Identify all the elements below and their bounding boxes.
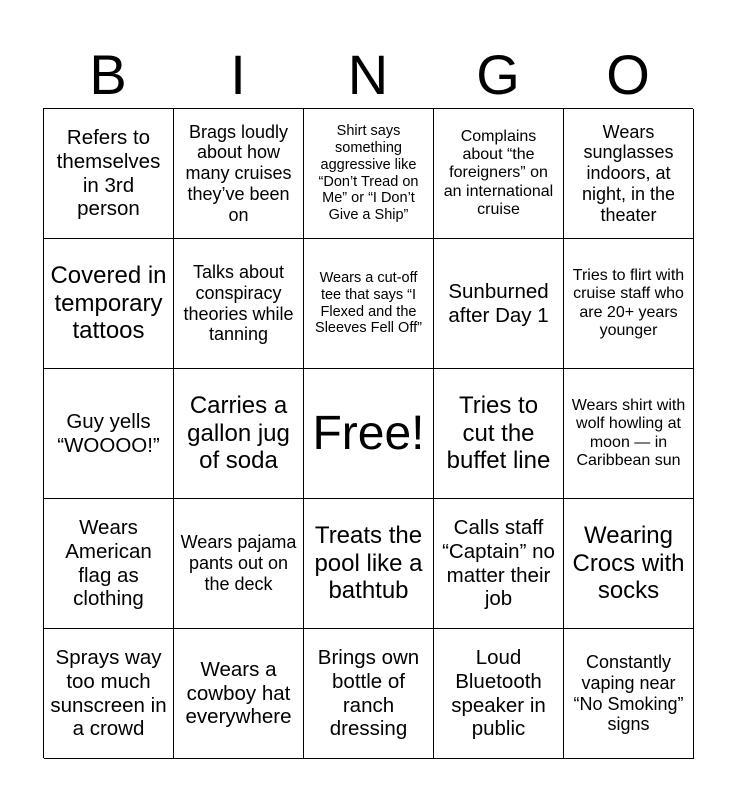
bingo-cell[interactable]: [304, 499, 434, 629]
free-text: Free!: [312, 406, 425, 460]
bingo-cell[interactable]: [304, 109, 434, 239]
cell-text: Covered in temporary tattoos: [50, 262, 167, 345]
bingo-cell[interactable]: [304, 239, 434, 369]
cell-text: Shirt says something aggressive like “Don’t Tread on Me” or “I Don’t Give a Ship”: [318, 123, 419, 223]
bingo-cell[interactable]: [304, 629, 434, 759]
cell-text: Sunburned after Day 1: [448, 279, 549, 327]
cell-text: Wears sunglasses indoors, at night, in the theater: [581, 121, 676, 225]
cell-text: Guy yells “WOOOO!”: [57, 409, 160, 457]
bingo-cell[interactable]: [44, 629, 174, 759]
bingo-cell[interactable]: [434, 369, 564, 499]
cell-text: Brags loudly about how many cruises they’ve been on: [185, 121, 292, 225]
cell-text: Talks about conspiracy theories while tanning: [183, 262, 294, 345]
bingo-cell[interactable]: [434, 109, 564, 239]
bingo-board: [43, 108, 693, 758]
bingo-cell[interactable]: [434, 499, 564, 629]
header-letter-n: N: [347, 43, 389, 106]
bingo-cell[interactable]: [564, 629, 694, 759]
header-letter-i: I: [230, 43, 246, 106]
bingo-cell[interactable]: [44, 239, 174, 369]
cell-text: Refers to themselves in 3rd person: [56, 126, 161, 221]
bingo-cell[interactable]: [564, 369, 694, 499]
cell-text: Constantly vaping near “No Smoking” signs: [573, 652, 684, 735]
header-letter-o: O: [606, 43, 650, 106]
cell-text: Tries to cut the buffet line: [446, 392, 551, 475]
cell-text: Loud Bluetooth speaker in public: [451, 646, 546, 741]
header-letter-b: B: [89, 43, 127, 106]
bingo-cell[interactable]: [44, 499, 174, 629]
cell-text: Wearing Crocs with socks: [572, 522, 685, 605]
cell-text: Calls staff “Captain” no matter their job: [442, 516, 555, 611]
bingo-cell[interactable]: [174, 369, 304, 499]
bingo-cell[interactable]: [434, 239, 564, 369]
cell-text: Tries to flirt with cruise staff who are 20+ years younger: [572, 266, 685, 339]
cell-text: Brings own bottle of ranch dressing: [317, 646, 420, 741]
bingo-cell[interactable]: [174, 239, 304, 369]
cell-text: Complains about “the foreigners” on an international cruise: [443, 127, 554, 219]
cell-text: Sprays way too much sunscreen in a crowd: [50, 646, 167, 741]
cell-text: Wears American flag as clothing: [65, 516, 152, 611]
cell-text: Wears a cowboy hat everywhere: [185, 658, 292, 729]
bingo-cell[interactable]: [174, 499, 304, 629]
cell-text: Carries a gallon jug of soda: [187, 392, 290, 475]
cell-text: Wears a cut-off tee that says “I Flexed and the Sleeves Fell Off”: [315, 270, 422, 337]
bingo-cell[interactable]: [44, 369, 174, 499]
cell-text: Wears shirt with wolf howling at moon — in Caribbean sun: [571, 396, 686, 469]
bingo-cell[interactable]: [564, 109, 694, 239]
cell-text: Wears pajama pants out on the deck: [180, 532, 297, 594]
free-cell[interactable]: [304, 369, 434, 499]
cell-text: Treats the pool like a bathtub: [314, 522, 423, 605]
bingo-cell[interactable]: [174, 629, 304, 759]
bingo-header: [43, 40, 693, 110]
bingo-cell[interactable]: [564, 239, 694, 369]
bingo-cell[interactable]: [44, 109, 174, 239]
bingo-cell[interactable]: [434, 629, 564, 759]
bingo-cell[interactable]: [174, 109, 304, 239]
bingo-cell[interactable]: [564, 499, 694, 629]
header-letter-g: G: [476, 43, 520, 106]
